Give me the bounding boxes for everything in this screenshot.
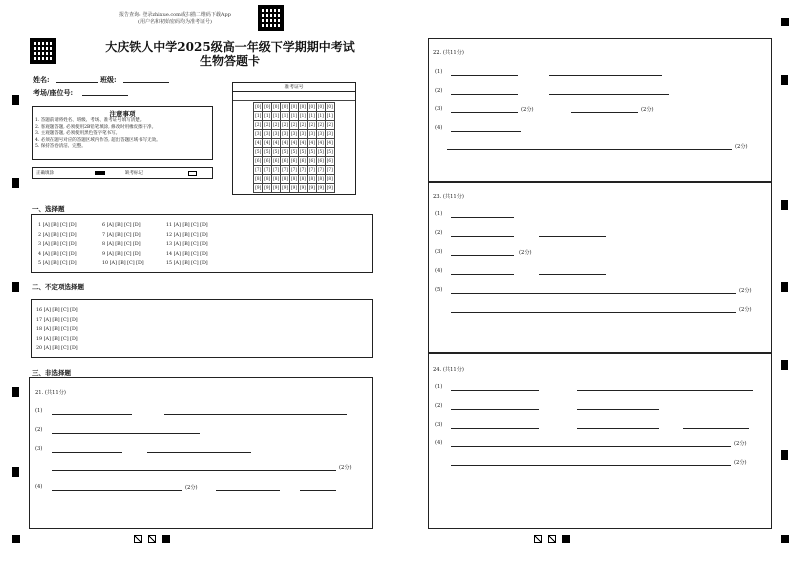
position-mark	[781, 360, 788, 370]
q24-answer-line[interactable]	[451, 409, 539, 410]
q21-box	[29, 377, 373, 529]
exam-digit-bubble[interactable]: [9]	[263, 184, 272, 193]
name-field[interactable]	[56, 82, 98, 83]
exam-digit-bubble[interactable]: [5]	[307, 148, 316, 157]
q21-answer-line[interactable]	[216, 490, 280, 491]
section1-rows[interactable]	[38, 221, 230, 269]
exam-digit-bubble[interactable]: [4]	[316, 139, 325, 148]
position-mark	[12, 95, 19, 105]
choice-item[interactable]: 13 [A] [B] [C] [D]	[166, 242, 208, 247]
notes-box	[32, 106, 213, 160]
section2-box	[31, 299, 373, 358]
exam-digit-bubble[interactable]: [5]	[325, 148, 334, 157]
q24-answer-line[interactable]	[683, 428, 749, 429]
exam-digit-bubble[interactable]: [3]	[254, 130, 263, 139]
q21-answer-line[interactable]	[52, 414, 132, 415]
notes-title: 注意事项	[109, 110, 136, 118]
page-mark-icon	[162, 535, 170, 543]
choice-item[interactable]: 3 [A] [B] [C] [D]	[38, 242, 77, 247]
note-item: 2. 客观题答题, 必须使用2B铅笔填涂, 修改时用橡皮擦干净。	[35, 124, 157, 130]
exam-title: 大庆铁人中学2025级高一年级下学期期中考试	[105, 40, 355, 54]
page-mark-icon	[548, 535, 556, 543]
q23-n2: (2)	[435, 230, 443, 236]
q22-answer-line[interactable]	[451, 94, 518, 95]
q23-answer-line[interactable]	[451, 217, 514, 218]
q24-answer-line[interactable]	[451, 446, 731, 447]
exam-digit-bubble[interactable]: [6]	[307, 157, 316, 166]
exam-digit-bubble[interactable]: [0]	[290, 103, 299, 112]
exam-digit-bubble[interactable]: [2]	[281, 121, 290, 130]
q22-box	[428, 38, 772, 182]
q22-score: (2分)	[521, 107, 534, 113]
q23-answer-line[interactable]	[451, 293, 736, 294]
correct-fill-label: 正确填涂	[36, 171, 54, 176]
exam-digit-bubble[interactable]: [3]	[290, 130, 299, 139]
note-item: 5. 保持答卷清洁、完整。	[35, 144, 86, 149]
note-item: 1. 答题前请将姓名、班级、考场、准考证号填写清楚。	[35, 118, 145, 123]
q22-answer-line[interactable]	[451, 112, 518, 113]
exam-digit-bubble[interactable]: [6]	[272, 157, 281, 166]
qr-code-icon	[30, 38, 56, 64]
exam-digit-bubble[interactable]: [0]	[272, 103, 281, 112]
q22-title: 22. (共11分)	[433, 50, 464, 56]
q24-answer-line[interactable]	[451, 428, 539, 429]
exam-number-grid[interactable]	[253, 102, 334, 193]
room-field[interactable]	[82, 95, 128, 96]
q21-answer-line[interactable]	[300, 490, 336, 491]
q21-answer-line[interactable]	[52, 490, 182, 491]
q24-score: (2分)	[734, 460, 747, 466]
page-mark-icon	[534, 535, 542, 543]
exam-digit-bubble[interactable]: [3]	[316, 130, 325, 139]
position-mark	[781, 450, 788, 460]
corner-mark	[781, 18, 789, 26]
exam-digit-bubble[interactable]: [5]	[263, 148, 272, 157]
exam-digit-bubble[interactable]: [3]	[307, 130, 316, 139]
exam-digit-bubble[interactable]: [0]	[325, 103, 334, 112]
exam-digit-bubble[interactable]: [4]	[281, 139, 290, 148]
q24-n1: (1)	[435, 384, 443, 390]
position-mark	[781, 75, 788, 85]
q23-title: 23. (共11分)	[433, 194, 464, 200]
choice-item[interactable]: 7 [A] [B] [C] [D]	[102, 232, 141, 238]
q22-answer-line[interactable]	[451, 75, 518, 76]
q23-answer-line[interactable]	[539, 274, 606, 275]
exam-digit-bubble[interactable]: [9]	[325, 184, 334, 193]
exam-digit-bubble[interactable]: [2]	[325, 121, 334, 130]
exam-digit-bubble[interactable]: [3]	[298, 130, 307, 139]
choice-row	[38, 231, 230, 241]
exam-digit-bubble[interactable]: [0]	[307, 103, 316, 112]
q21-n3: (3)	[35, 446, 43, 452]
choice-item[interactable]: 8 [A] [B] [C] [D]	[102, 242, 141, 247]
exam-digit-bubble[interactable]: [3]	[272, 130, 281, 139]
q24-n4: (4)	[435, 440, 443, 446]
q22-answer-line[interactable]	[549, 75, 662, 76]
exam-digit-bubble[interactable]: [8]	[307, 175, 316, 184]
exam-digit-bubble[interactable]: [5]	[298, 148, 307, 157]
position-mark	[12, 467, 19, 477]
choice-item[interactable]: 12 [A] [B] [C] [D]	[166, 232, 208, 238]
exam-digit-bubble[interactable]: [9]	[254, 184, 263, 193]
q24-answer-line[interactable]	[451, 465, 731, 466]
report-notice	[100, 12, 250, 26]
exam-digit-bubble[interactable]: [2]	[316, 121, 325, 130]
q24-box	[428, 353, 772, 529]
exam-digit-bubble[interactable]: [0]	[316, 103, 325, 112]
choice-row	[38, 250, 230, 260]
exam-digit-bubble[interactable]: [2]	[290, 121, 299, 130]
section1-box	[31, 214, 373, 273]
position-mark	[781, 200, 788, 210]
q23-score: (2分)	[739, 307, 752, 313]
missing-mark-label: 缺考标记	[125, 171, 143, 176]
q24-answer-line[interactable]	[577, 390, 753, 391]
choice-item[interactable]: 11 [A] [B] [C] [D]	[166, 223, 208, 228]
exam-digit-bubble[interactable]: [4]	[298, 139, 307, 148]
exam-digit-bubble[interactable]: [8]	[325, 175, 334, 184]
exam-digit-bubble[interactable]: [7]	[263, 166, 272, 175]
q23-n5: (5)	[435, 287, 443, 293]
exam-digit-bubble[interactable]: [2]	[272, 121, 281, 130]
exam-digit-bubble[interactable]: [3]	[263, 130, 272, 139]
exam-digit-bubble[interactable]: [0]	[281, 103, 290, 112]
page-mark-icon	[134, 535, 142, 543]
q22-answer-line[interactable]	[549, 94, 669, 95]
class-field[interactable]	[123, 82, 169, 83]
q23-box	[428, 182, 772, 353]
exam-digit-bubble[interactable]: [2]	[307, 121, 316, 130]
exam-digit-bubble[interactable]: [9]	[307, 184, 316, 193]
note-item: 4. 必须在题号对应的答题区域内作答, 超出答题区域书写无效。	[35, 137, 161, 143]
exam-digit-bubble[interactable]: [8]	[272, 175, 281, 184]
q24-n2: (2)	[435, 403, 443, 409]
q22-answer-line[interactable]	[447, 149, 732, 150]
exam-digit-bubble[interactable]: [1]	[307, 112, 316, 121]
q21-n4: (4)	[35, 484, 43, 490]
exam-digit-bubble[interactable]: [9]	[290, 184, 299, 193]
q21-score: (2分)	[185, 485, 198, 491]
exam-number-label: 准考证号	[233, 83, 355, 92]
q23-n1: (1)	[435, 211, 443, 217]
exam-digit-bubble[interactable]: [4]	[325, 139, 334, 148]
q21-answer-line[interactable]	[52, 452, 122, 453]
section1-title: 一、选择题	[32, 205, 65, 213]
exam-digit-bubble[interactable]: [9]	[316, 184, 325, 193]
room-label: 考场/座位号:	[33, 88, 74, 97]
exam-digit-bubble[interactable]: [8]	[316, 175, 325, 184]
exam-digit-bubble[interactable]: [9]	[272, 184, 281, 193]
q21-title: 21. (共11分)	[35, 390, 66, 396]
exam-digit-bubble[interactable]: [5]	[272, 148, 281, 157]
q24-n3: (3)	[435, 422, 443, 428]
q21-answer-line[interactable]	[164, 414, 347, 415]
exam-digit-bubble[interactable]: [4]	[263, 139, 272, 148]
q21-answer-line[interactable]	[52, 433, 200, 434]
exam-digit-bubble[interactable]: [8]	[281, 175, 290, 184]
choice-item[interactable]: 2 [A] [B] [C] [D]	[38, 232, 77, 238]
exam-digit-bubble[interactable]: [6]	[325, 157, 334, 166]
exam-digit-bubble[interactable]: [7]	[316, 166, 325, 175]
choice-item[interactable]: 6 [A] [B] [C] [D]	[102, 223, 141, 228]
exam-digit-bubble[interactable]: [1]	[281, 112, 290, 121]
choice-item[interactable]: 18 [A] [B] [C] [D]	[36, 327, 78, 332]
note-item: 3. 主观题答题, 必须使用黑色签字笔书写。	[35, 131, 121, 136]
section3-title: 三、非选择题	[32, 369, 71, 377]
q21-answer-line[interactable]	[147, 452, 251, 453]
exam-digit-bubble[interactable]: [0]	[263, 103, 272, 112]
choice-item[interactable]: 14 [A] [B] [C] [D]	[166, 251, 208, 257]
exam-digit-bubble[interactable]: [1]	[316, 112, 325, 121]
exam-digit-bubble[interactable]: [6]	[316, 157, 325, 166]
q21-score: (2分)	[339, 465, 352, 471]
corner-mark	[781, 535, 789, 543]
exam-digit-bubble[interactable]: [7]	[298, 166, 307, 175]
exam-digit-bubble[interactable]: [4]	[272, 139, 281, 148]
qr-code-icon	[258, 5, 284, 31]
exam-digit-bubble[interactable]: [3]	[325, 130, 334, 139]
q22-answer-line[interactable]	[451, 131, 521, 132]
q22-n2: (2)	[435, 88, 443, 94]
exam-digit-bubble[interactable]: [1]	[272, 112, 281, 121]
choice-item[interactable]: 15 [A] [B] [C] [D]	[166, 261, 208, 266]
q24-title: 24. (共11分)	[433, 367, 464, 373]
exam-digit-bubble[interactable]: [9]	[298, 184, 307, 193]
exam-digit-bubble[interactable]: [7]	[254, 166, 263, 175]
exam-digit-bubble[interactable]: [5]	[316, 148, 325, 157]
q21-n2: (2)	[35, 427, 43, 433]
exam-digit-bubble[interactable]: [3]	[281, 130, 290, 139]
exam-digit-bubble[interactable]: [1]	[298, 112, 307, 121]
choice-item[interactable]: 10 [A] [B] [C] [D]	[102, 261, 144, 266]
exam-subtitle: 生物答题卡	[199, 54, 260, 68]
exam-digit-bubble[interactable]: [1]	[254, 112, 263, 121]
exam-digit-bubble[interactable]: [7]	[272, 166, 281, 175]
choice-row	[38, 259, 230, 269]
exam-digit-bubble[interactable]: [2]	[263, 121, 272, 130]
choice-row	[38, 240, 230, 250]
exam-digit-bubble[interactable]: [8]	[263, 175, 272, 184]
exam-number-box	[232, 82, 356, 195]
q24-answer-line[interactable]	[577, 428, 659, 429]
q24-answer-line[interactable]	[451, 390, 539, 391]
choice-item[interactable]: 16 [A] [B] [C] [D]	[36, 308, 78, 313]
correct-fill-swatch	[95, 171, 105, 175]
exam-digit-bubble[interactable]: [0]	[298, 103, 307, 112]
exam-digit-bubble[interactable]: [7]	[281, 166, 290, 175]
choice-item[interactable]: 20 [A] [B] [C] [D]	[36, 346, 78, 351]
exam-digit-bubble[interactable]: [0]	[254, 103, 263, 112]
choice-item[interactable]: 19 [A] [B] [C] [D]	[36, 336, 78, 342]
exam-digit-bubble[interactable]: [8]	[290, 175, 299, 184]
corner-mark	[12, 535, 20, 543]
position-mark	[12, 282, 19, 292]
exam-digit-bubble[interactable]: [9]	[281, 184, 290, 193]
exam-digit-bubble[interactable]: [7]	[290, 166, 299, 175]
choice-item[interactable]: 4 [A] [B] [C] [D]	[38, 251, 77, 257]
position-mark	[12, 178, 19, 188]
position-mark	[781, 282, 788, 292]
q21-answer-line[interactable]	[52, 470, 336, 471]
q23-answer-line[interactable]	[451, 312, 736, 313]
position-mark	[12, 387, 19, 397]
choice-item[interactable]: 17 [A] [B] [C] [D]	[36, 317, 78, 323]
exam-digit-bubble[interactable]: [6]	[298, 157, 307, 166]
choice-item[interactable]: 5 [A] [B] [C] [D]	[38, 261, 77, 266]
page-mark-icon	[148, 535, 156, 543]
q22-n3: (3)	[435, 106, 443, 112]
exam-digit-bubble[interactable]: [1]	[290, 112, 299, 121]
exam-digit-bubble[interactable]: [5]	[254, 148, 263, 157]
q23-n3: (3)	[435, 249, 443, 255]
notes-list	[33, 118, 212, 151]
choice-row	[38, 221, 230, 231]
class-label: 班级:	[100, 75, 117, 84]
q23-answer-line[interactable]	[539, 236, 606, 237]
name-label: 姓名:	[33, 75, 50, 84]
q22-n1: (1)	[435, 69, 443, 75]
exam-number-write-row[interactable]	[233, 92, 355, 101]
q22-score: (2分)	[735, 144, 748, 150]
q23-answer-line[interactable]	[451, 255, 514, 256]
exam-digit-bubble[interactable]: [4]	[307, 139, 316, 148]
exam-digit-bubble[interactable]: [1]	[325, 112, 334, 121]
q22-n4: (4)	[435, 125, 443, 131]
exam-digit-bubble[interactable]: [7]	[307, 166, 316, 175]
exam-digit-bubble[interactable]: [5]	[281, 148, 290, 157]
q22-score: (2分)	[641, 107, 654, 113]
exam-digit-bubble[interactable]: [8]	[298, 175, 307, 184]
exam-digit-bubble[interactable]: [5]	[290, 148, 299, 157]
section2-rows[interactable]	[36, 306, 78, 354]
q21-n1: (1)	[35, 408, 43, 414]
missing-mark-box[interactable]	[188, 171, 197, 176]
q23-score: (2分)	[739, 288, 752, 294]
exam-digit-bubble[interactable]: [6]	[290, 157, 299, 166]
choice-item[interactable]: 1 [A] [B] [C] [D]	[38, 223, 77, 228]
q23-answer-line[interactable]	[451, 236, 514, 237]
exam-digit-bubble[interactable]: [2]	[254, 121, 263, 130]
q23-score: (2分)	[519, 250, 532, 256]
exam-digit-bubble[interactable]: [4]	[254, 139, 263, 148]
exam-digit-bubble[interactable]: [1]	[263, 112, 272, 121]
q23-n4: (4)	[435, 268, 443, 274]
exam-digit-bubble[interactable]: [4]	[290, 139, 299, 148]
exam-digit-bubble[interactable]: [6]	[281, 157, 290, 166]
fill-example-box	[32, 167, 213, 179]
choice-item[interactable]: 9 [A] [B] [C] [D]	[102, 251, 141, 257]
exam-digit-bubble[interactable]: [7]	[325, 166, 334, 175]
q24-answer-line[interactable]	[577, 409, 659, 410]
notice-line: 报告查询: 登录zhixue.com或扫描二维码下载App	[119, 12, 231, 18]
q23-answer-line[interactable]	[451, 274, 514, 275]
q22-answer-line[interactable]	[571, 112, 638, 113]
notice-line: (用户名和初始密码均为准考证号)	[138, 19, 212, 25]
exam-digit-bubble[interactable]: [8]	[254, 175, 263, 184]
exam-digit-bubble[interactable]: [6]	[254, 157, 263, 166]
q24-score: (2分)	[734, 441, 747, 447]
exam-digit-bubble[interactable]: [6]	[263, 157, 272, 166]
page-mark-icon	[562, 535, 570, 543]
section2-title: 二、不定项选择题	[32, 283, 84, 291]
exam-digit-bubble[interactable]: [2]	[298, 121, 307, 130]
